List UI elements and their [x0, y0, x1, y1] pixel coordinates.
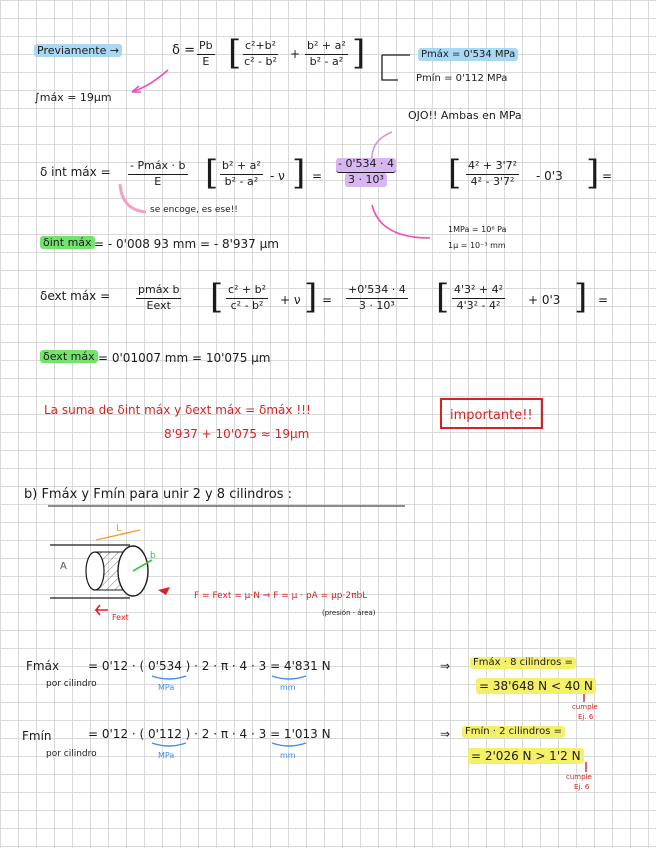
- fmax-lhs: Fmáx: [26, 659, 60, 673]
- frac-b2a2: $\frac{\text{b² + a²}}{\text{b² - a²}}$: [307, 39, 346, 68]
- int-frac-radii: $\frac{\text{4² + 3'7²}}{\text{4² - 3'7²}}$: [468, 159, 518, 188]
- int-bracket-r: ]: [292, 153, 306, 193]
- ext-frac-radii: $\frac{\text{4'3² + 4²}}{\text{4'3² - 4²}}$: [454, 283, 504, 312]
- bracket-left-1: [: [228, 33, 242, 73]
- label-b: b: [150, 551, 156, 561]
- fmax-expr: = 0'12 · ( 0'534 ) · 2 · π · 4 · 3 = 4'831 N: [88, 659, 331, 673]
- cylinder-diagram: [50, 530, 170, 615]
- fmin-lhs: Fmín: [22, 729, 52, 743]
- important-label: importante!!: [450, 408, 533, 423]
- int-result: = - 0'008 93 mm = - 8'937 μm: [94, 237, 279, 251]
- ext-result: = 0'01007 mm = 10'075 μm: [98, 351, 271, 365]
- sum-line2: 8'937 + 10'075 ≈ 19μm: [164, 427, 310, 441]
- int-bracket-l: [: [205, 153, 219, 193]
- pmax-value: Pmáx = 0'534 MPa: [418, 50, 518, 60]
- underbrace-mm-1: [272, 676, 306, 679]
- fmax-ej6: Ej. 6: [578, 713, 594, 721]
- note-encoge: se encoge, es ese!!: [150, 205, 238, 215]
- int-frac-p: - Pmáx · b E: [130, 159, 186, 188]
- label-fext: Fext: [112, 613, 129, 622]
- fmin-cumple: cumple: [566, 773, 592, 781]
- force-equation: F = Fext = μ·N ⇒ F = μ · pA = μp·2πbL: [194, 591, 368, 601]
- ext-bracket-l: [: [210, 277, 224, 317]
- pink-arrow-units: [372, 205, 430, 238]
- delta-formula-lhs: δ =: [172, 43, 195, 58]
- fmin-result-label: Fmín · 2 cilindros =: [462, 726, 565, 738]
- int-bracket-r2: ]: [586, 153, 600, 193]
- pink-arrow-deltamax: [132, 70, 168, 92]
- label-L: L: [116, 523, 122, 534]
- frac-c2b2: $\frac{\text{c²+b²}}{\text{c² - b²}}$: [244, 39, 277, 68]
- ext-tail: =: [598, 293, 609, 307]
- ojo-note: OJO!! Ambas en MPa: [408, 109, 522, 122]
- fmin-unit-mm: mm: [280, 751, 296, 760]
- fmax-arrow: ⇒: [440, 659, 451, 673]
- int-nu-val: - 0'3: [536, 169, 563, 183]
- int-result-label: δint máx: [40, 236, 95, 249]
- purple-arrow: [372, 132, 392, 158]
- unit-mpa: 1MPa = 10⁶ Pa: [448, 225, 507, 234]
- ext-frac-p: pmáx b Eext: [138, 283, 180, 312]
- ext-lhs: δext máx =: [40, 289, 111, 303]
- fmin-sub: por cilindro: [46, 749, 97, 759]
- fmax-sub: por cilindro: [46, 679, 97, 689]
- pmin-value: Pmín = 0'112 MPa: [416, 73, 508, 84]
- plus-sign: +: [290, 47, 301, 61]
- underbrace-mpa-2: [152, 743, 186, 746]
- int-frac-values: $\frac{- 0'534 \cdot 4}{\text{3 · 10³}}$: [338, 157, 394, 186]
- delta-max: ∫máx = 19μm: [34, 91, 112, 104]
- int-frac-ba: $\frac{\text{b² + a²}}{\text{b² - a²}}$: [222, 159, 261, 188]
- fmax-unit-mpa: MPa: [158, 683, 175, 692]
- int-nu: - ν: [270, 169, 285, 183]
- ext-frac-cb: $\frac{\text{c² + b²}}{\text{c² - b²}}$: [228, 283, 267, 312]
- previously-label: Previamente →: [34, 44, 122, 57]
- ext-bracket-l2: [: [436, 277, 450, 317]
- fmin-unit-mpa: MPa: [158, 751, 175, 760]
- ext-frac-values: $\frac{+0'534 \cdot 4}{\text{3 · 10³}}$: [348, 283, 406, 312]
- bracket-right-1: ]: [352, 33, 366, 73]
- ext-bracket-r2: ]: [574, 277, 588, 317]
- int-eq: =: [312, 169, 323, 183]
- fmin-expr: = 0'12 · ( 0'112 ) · 2 · π · 4 · 3 = 1'013 N: [88, 727, 331, 741]
- fmax-result-value: = 38'648 N < 40 N: [476, 680, 596, 692]
- pb-over-e: $\frac{Pb}{E}$: [199, 39, 213, 68]
- fmax-unit-mm: mm: [280, 683, 296, 692]
- int-bracket-l2: [: [448, 153, 462, 193]
- fmin-result-value: = 2'026 N > 1'2 N: [468, 750, 584, 762]
- force-note: (presión · área): [322, 609, 376, 617]
- bracket-pmax-pmin: [382, 55, 410, 80]
- ext-eq: =: [322, 293, 333, 307]
- ext-nu: + ν: [280, 293, 301, 307]
- label-A: A: [60, 561, 67, 572]
- ext-result-label: δext máx: [40, 350, 98, 363]
- int-lhs: δ int máx =: [40, 165, 111, 179]
- fmin-ej6: Ej. 6: [574, 783, 590, 791]
- part-b-heading: b) Fmáx y Fmín para unir 2 y 8 cilindros :: [24, 487, 292, 502]
- fmax-result-label: Fmáx · 8 cilindros =: [470, 657, 576, 669]
- important-box: [440, 398, 543, 429]
- underbrace-mpa-1: [152, 676, 186, 679]
- underbrace-mm-2: [272, 743, 306, 746]
- int-tail: =: [602, 169, 613, 183]
- unit-micron: 1μ = 10⁻³ mm: [448, 241, 506, 250]
- sum-line1: La suma de δint máx y δext máx = δmáx !!!: [44, 403, 311, 417]
- ext-nu-val: + 0'3: [528, 293, 561, 307]
- fmin-arrow: ⇒: [440, 727, 451, 741]
- fmax-cumple: cumple: [572, 703, 598, 711]
- ext-bracket-r: ]: [304, 277, 318, 317]
